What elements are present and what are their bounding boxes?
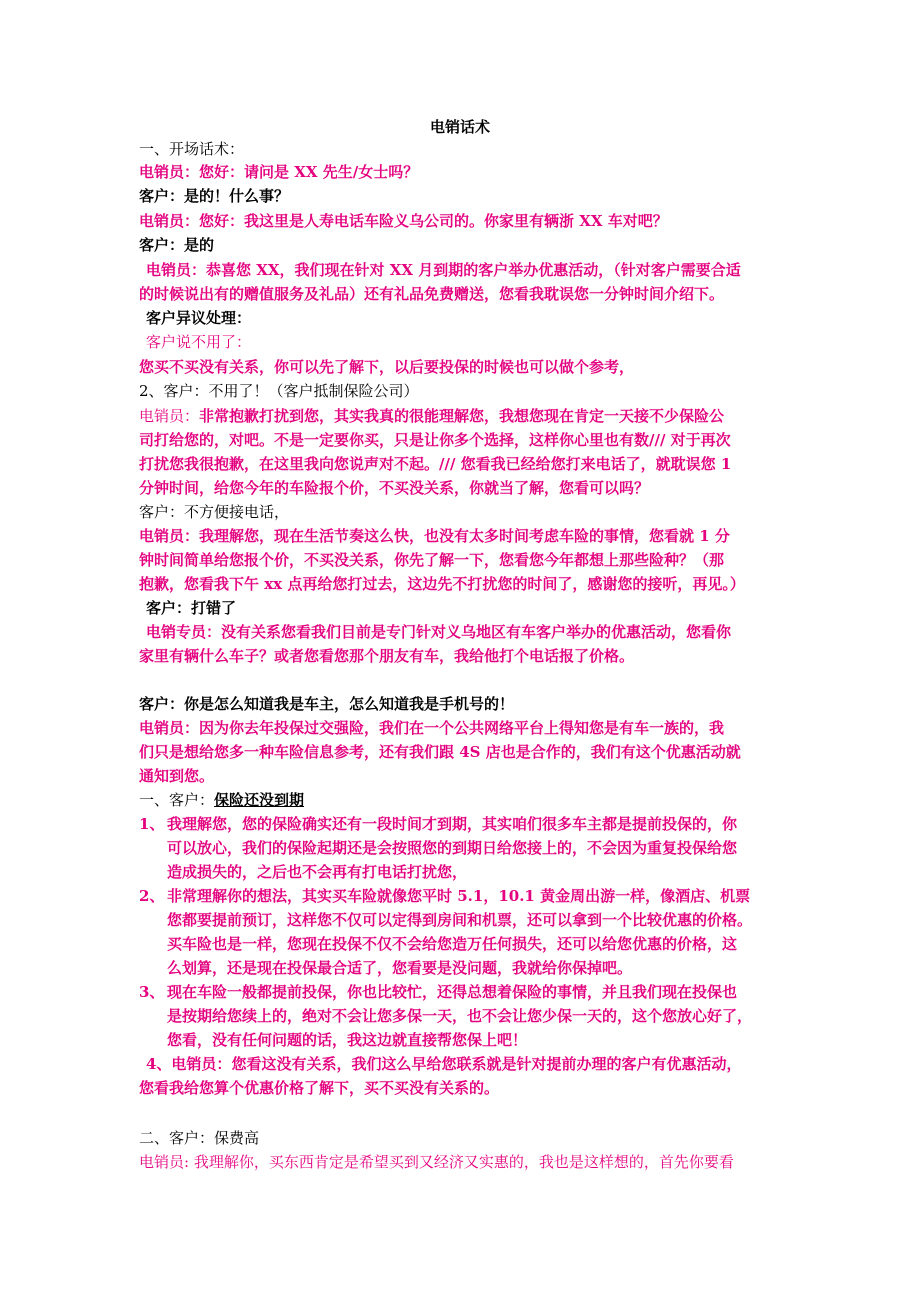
salesperson-line: 钟时间简单给您报个价，不买没关系，你先了解一下，您看您今年都想上那些险种？（那 (139, 551, 725, 569)
salesperson-line: 您看我给您算个优惠价格了解下，买不买没有关系的。 (139, 1079, 500, 1097)
salesperson-line: 电销专员：没有关系您看我们目前是专门针对义乌地区有车客户举办的优惠活动，您看你 (146, 623, 732, 641)
salesperson-line: 电销员：我理解您，现在生活节奏这么快，也没有太多时间考虑车险的事情，您看就 1 分 (139, 527, 730, 545)
salesperson-line: 们只是想给您多一种车险信息参考，还有我们跟 4S 店也是合作的，我们有这个优惠活动就 (139, 743, 741, 761)
numbered-item-cont: 您都要提前预订，这样您不仅可以定得到房间和机票，还可以拿到一个比较优惠的价格。 (167, 911, 753, 929)
section-heading (139, 788, 789, 812)
customer-line: 客户：你是怎么知道我是车主，怎么知道我是手机号的！ (139, 695, 515, 713)
item-number: 1、 (139, 815, 165, 833)
customer-line: 客户：不方便接电话， (139, 503, 290, 521)
salesperson-line: 电销员：恭喜您 XX，我们现在针对 XX 月到期的客户举办优惠活动，（针对客户需要合适 (146, 261, 741, 279)
heading-label: 一、客户： (139, 791, 215, 809)
salesperson-line: 您买不买没有关系，你可以先了解下，以后要投保的时候也可以做个参考， (139, 358, 635, 376)
line-text: 非常抱歉打扰到您，其实我真的很能理解您，我想您现在肯定一天接不少保险公 (199, 407, 725, 425)
numbered-item (139, 884, 789, 908)
heading-topic: 保险还没到期 (214, 791, 305, 809)
item-number: 3、 (139, 983, 165, 1001)
page-title: 电销话术 (429, 118, 490, 136)
salesperson-line: 电销员: 我理解你，买东西肯定是希望买到又经济又实惠的，我也是这样想的，首先你要看 (139, 1153, 734, 1171)
numbered-item-cont: 可以放心，我们的保险起期还是会按照您的到期日给您接上的，不会因为重复投保给您 (167, 839, 738, 857)
item-text: 非常理解你的想法，其实买车险就像您平时 5.1，10.1 黄金周出游一样，像酒店、机票 (167, 887, 751, 905)
salesperson-line: 分钟时间，给您今年的车险报个价，不买没关系，你就当了解，您看可以吗？ (139, 479, 650, 497)
customer-line: 客户：打错了 (146, 599, 237, 617)
salesperson-line: 抱歉，您看我下午 xx 点再给您打过去，这边先不打扰您的时间了，感谢您的接听，再见。） (139, 575, 745, 593)
customer-line: 客户：是的！什么事？ (139, 187, 290, 205)
numbered-item (139, 980, 789, 1004)
salesperson-line: 电销员：您好：请问是 XX 先生/女士吗？ (139, 163, 419, 181)
salesperson-line: 司打给您的，对吧。不是一定要你买，只是让你多个选择，这样你心里也有数/// 对于再次 (139, 431, 731, 449)
salesperson-line (139, 404, 789, 428)
item-number: 2、 (139, 887, 165, 905)
salesperson-line: 家里有辆什么车子？或者您看您那个朋友有车，我给他打个电话报了价格。 (139, 647, 635, 665)
numbered-item-cont: 是按期给您续上的，绝对不会让您多保一天，也不会让您少保一天的，这个您放心好了， (167, 1007, 753, 1025)
item-text: 现在车险一般都提前投保，你也比较忙，还得总想着保险的事情，并且我们现在投保也 (167, 983, 738, 1001)
salesperson-line: 电销员：您好：我这里是人寿电话车险义乌公司的。你家里有辆浙 XX 车对吧？ (139, 212, 668, 230)
numbered-item-cont: 买车险也是一样，您现在投保不仅不会给您造万任何损失，还可以给您优惠的价格，这 (167, 935, 738, 953)
customer-line: 2、客户：不用了！（客户抵制保险公司） (139, 382, 419, 400)
speaker-label: 电销员： (139, 407, 200, 425)
salesperson-line: 电销员：因为你去年投保过交强险，我们在一个公共网络平台上得知您是有车一族的，我 (139, 719, 725, 737)
salesperson-line: 通知到您。 (139, 767, 215, 785)
objection-heading: 客户说不用了： (146, 333, 252, 351)
numbered-item (139, 812, 789, 836)
numbered-item-cont: 么划算，还是现在投保最合适了，您看要是没问题，我就给你保掉吧。 (167, 959, 633, 977)
numbered-item-cont: 造成损失的，之后也不会再有打电话打扰您， (167, 863, 468, 881)
section-heading: 客户异议处理： (146, 309, 252, 327)
salesperson-line: 的时候说出有的赠值服务及礼品）还有礼品免费赠送，您看我耽误您一分钟时间介绍下。 (139, 285, 725, 303)
customer-line: 客户：是的 (139, 236, 215, 254)
item-text: 我理解您，您的保险确实还有一段时间才到期，其实咱们很多车主都是提前投保的，你 (167, 815, 738, 833)
numbered-item-cont: 您看，没有任何问题的话，我这边就直接帮您保上吧！ (167, 1031, 528, 1049)
section-heading: 二、客户：保费高 (139, 1129, 260, 1147)
salesperson-line: 4、电销员：您看这没有关系，我们这么早给您联系就是针对提前办理的客户有优惠活动， (146, 1055, 742, 1073)
salesperson-line: 打扰您我很抱歉，在这里我向您说声对不起。/// 您看我已经给您打来电话了，就耽误您 1 (139, 455, 732, 473)
section-heading: 一、开场话术： (139, 140, 245, 158)
